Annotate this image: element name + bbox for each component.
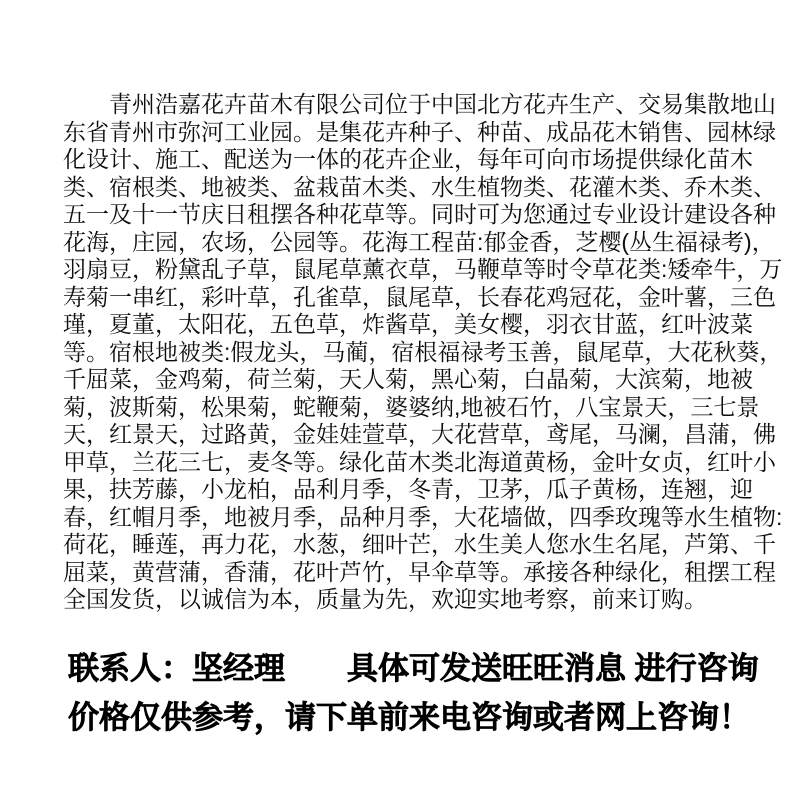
description-line: 全国发货，以诚信为本，质量为先，欢迎实地考察，前来订购。 [63,586,707,612]
description-line: 瑾，夏董，太阳花，五色草，炸酱草，美女樱，羽衣甘蓝，红叶波菜 [63,311,753,337]
description-line: 青州浩嘉花卉苗木有限公司位于中国北方花卉生产、交易集散地山 [63,91,776,117]
contact-info-block [68,644,778,742]
description-line: 果，扶芳藤，小龙柏，品利月季，冬青，卫茅，瓜子黄杨，连翘，迎 [63,476,753,502]
description-line: 寿菊一串红，彩叶草，孔雀草，鼠尾草，长春花鸡冠花，金叶薯，三色 [63,283,776,310]
description-line: 等。宿根地被类:假龙头，马蔺，宿根福禄考玉善，鼠尾草，大花秋葵， [63,338,783,365]
description-line: 化设计、施工、配送为一体的花卉企业，每年可向市场提供绿化苗木 [63,146,753,172]
description-line: 荷花，睡莲，再力花，水葱，细叶芒，水生美人您水生名尾，芦第、千 [63,531,776,557]
description-line: 花海，庄园，农场，公园等。花海工程苗:郁金香，芝樱(丛生福禄考)， [63,228,775,255]
description-line: 屈菜，黄营蒲，香蒲，花叶芦竹，早伞草等。承接各种绿化，租摆工程 [63,558,776,585]
description-line: 菊，波斯菊，松果菊，蛇鞭菊，婆婆纳,地被石竹，八宝景天，三七景 [63,393,760,420]
description-line: 天，红景天，过路黄，金娃娃萱草，大花营草，鸢尾，马澜，昌蒲，佛 [63,421,776,447]
description-line: 千屈菜，金鸡菊，荷兰菊，天人菊，黑心菊，白晶菊，大滨菊，地被 [63,366,753,392]
description-line: 五一及十一节庆日租摆各种花草等。同时可为您通过专业设计建设各种 [63,201,776,227]
description-line: 羽扇豆，粉黛乱子草，鼠尾草薰衣草，马鞭草等时令草花类:矮牵牛，万 [63,256,783,282]
contact-line: 价格仅供参考，请下单前来电咨询或者网上咨询！ [68,700,750,735]
description-line: 甲草，兰花三七，麦冬等。绿化苗木类北海道黄杨，金叶女贞，红叶小 [63,448,776,475]
description-line: 春，红帽月季，地被月季，品种月季，大花墙做，四季玫瑰等水生植物: [63,503,783,530]
company-description-paragraph [63,91,783,614]
contact-line: 联系人：坚经理 具体可发送旺旺消息 进行咨询 [68,651,759,686]
description-line: 类、宿根类、地被类、盆栽苗木类、水生植物类、花灌木类、乔木类、 [63,173,776,200]
description-line: 东省青州市弥河工业园。是集花卉种子、种苗、成品花木销售、园林绿 [63,118,776,145]
